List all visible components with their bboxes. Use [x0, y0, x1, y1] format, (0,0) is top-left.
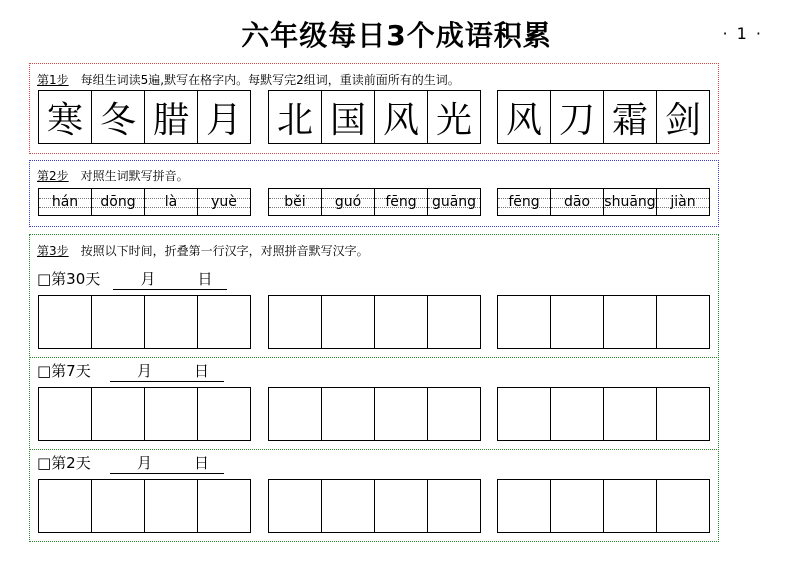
- write-group: [268, 387, 481, 441]
- pinyin-cell: dāo: [550, 188, 604, 216]
- write-cell[interactable]: [91, 387, 145, 441]
- write-cell[interactable]: [603, 479, 657, 533]
- write-cell[interactable]: [550, 295, 604, 349]
- write-cell[interactable]: [427, 295, 481, 349]
- write-cell[interactable]: [91, 295, 145, 349]
- write-cell[interactable]: [656, 387, 710, 441]
- write-cell[interactable]: [603, 295, 657, 349]
- write-cell[interactable]: [656, 295, 710, 349]
- write-cell[interactable]: [268, 387, 322, 441]
- pinyin-cell: guó: [321, 188, 375, 216]
- review-date-row: [37, 452, 224, 474]
- pinyin-cell: fēng: [497, 188, 551, 216]
- write-group: [497, 295, 710, 349]
- pinyin-cell: dōng: [91, 188, 145, 216]
- step2-group-1: [38, 188, 251, 216]
- pinyin-cell: fēng: [374, 188, 428, 216]
- day-blank[interactable]: 日: [180, 360, 224, 382]
- write-cell[interactable]: [321, 479, 375, 533]
- write-group: [38, 295, 251, 349]
- step2-label: 第2步: [37, 169, 69, 183]
- pinyin-cell: guāng: [427, 188, 481, 216]
- review-date-row: [37, 268, 227, 290]
- write-group: [497, 387, 710, 441]
- write-cell[interactable]: [427, 387, 481, 441]
- pinyin-cell: yuè: [197, 188, 251, 216]
- hanzi-cell: 风: [497, 90, 551, 144]
- step1-group-1: [38, 90, 251, 144]
- write-cell[interactable]: [197, 295, 251, 349]
- page-title: 六年级每日3个成语积累: [241, 19, 552, 52]
- write-cell[interactable]: [374, 479, 428, 533]
- write-cell[interactable]: [197, 387, 251, 441]
- hanzi-cell: 国: [321, 90, 375, 144]
- step2-group-3: [497, 188, 710, 216]
- pinyin-cell: běi: [268, 188, 322, 216]
- write-group: [38, 387, 251, 441]
- write-group: [497, 479, 710, 533]
- write-cell[interactable]: [427, 479, 481, 533]
- month-blank[interactable]: 月: [110, 452, 180, 474]
- write-cell[interactable]: [497, 295, 551, 349]
- page-number: · 1 ·: [722, 24, 763, 43]
- write-cell[interactable]: [321, 295, 375, 349]
- write-cell[interactable]: [656, 479, 710, 533]
- write-cell[interactable]: [497, 479, 551, 533]
- write-cell[interactable]: [38, 479, 92, 533]
- write-cell[interactable]: [197, 479, 251, 533]
- write-cell[interactable]: [550, 387, 604, 441]
- month-blank[interactable]: 月: [113, 268, 183, 290]
- hanzi-cell: 风: [374, 90, 428, 144]
- hanzi-cell: 光: [427, 90, 481, 144]
- step2-instruction: [37, 167, 189, 184]
- write-cell[interactable]: [374, 387, 428, 441]
- write-cell[interactable]: [497, 387, 551, 441]
- day-checkbox-label[interactable]: □第30天: [37, 270, 101, 288]
- write-group: [268, 479, 481, 533]
- month-blank[interactable]: 月: [110, 360, 180, 382]
- day-blank[interactable]: 日: [183, 268, 227, 290]
- step1-group-2: [268, 90, 481, 144]
- write-cell[interactable]: [374, 295, 428, 349]
- step2-text: 对照生词默写拼音。: [80, 169, 189, 183]
- hanzi-cell: 月: [197, 90, 251, 144]
- step3-text: 按照以下时间，折叠第一行汉字，对照拼音默写汉字。: [80, 244, 369, 258]
- step2-group-2: [268, 188, 481, 216]
- hanzi-cell: 剑: [656, 90, 710, 144]
- step3-label: 第3步: [37, 244, 69, 258]
- pinyin-cell: hán: [38, 188, 92, 216]
- hanzi-cell: 霜: [603, 90, 657, 144]
- write-cell[interactable]: [603, 387, 657, 441]
- step3-divider: [29, 357, 719, 358]
- write-cell[interactable]: [321, 387, 375, 441]
- pinyin-cell: là: [144, 188, 198, 216]
- review-date-row: [37, 360, 224, 382]
- write-cell[interactable]: [38, 295, 92, 349]
- step3-divider: [29, 449, 719, 450]
- step3-instruction: [37, 242, 369, 259]
- hanzi-cell: 寒: [38, 90, 92, 144]
- day-checkbox-label[interactable]: □第2天: [37, 454, 91, 472]
- write-cell[interactable]: [144, 479, 198, 533]
- day-checkbox-label[interactable]: □第7天: [37, 362, 91, 380]
- write-cell[interactable]: [550, 479, 604, 533]
- hanzi-cell: 冬: [91, 90, 145, 144]
- write-group: [268, 295, 481, 349]
- pinyin-cell: jiàn: [656, 188, 710, 216]
- step1-group-3: [497, 90, 710, 144]
- write-cell[interactable]: [144, 387, 198, 441]
- hanzi-cell: 刀: [550, 90, 604, 144]
- step1-text: 每组生词读5遍,默写在格字内。每默写完2组词，重读前面所有的生词。: [80, 73, 460, 87]
- hanzi-cell: 北: [268, 90, 322, 144]
- write-group: [38, 479, 251, 533]
- day-blank[interactable]: 日: [180, 452, 224, 474]
- write-cell[interactable]: [38, 387, 92, 441]
- pinyin-cell: shuāng: [603, 188, 657, 216]
- write-cell[interactable]: [268, 295, 322, 349]
- step1-instruction: [37, 71, 460, 88]
- write-cell[interactable]: [144, 295, 198, 349]
- write-cell[interactable]: [268, 479, 322, 533]
- hanzi-cell: 腊: [144, 90, 198, 144]
- write-cell[interactable]: [91, 479, 145, 533]
- step1-label: 第1步: [37, 73, 69, 87]
